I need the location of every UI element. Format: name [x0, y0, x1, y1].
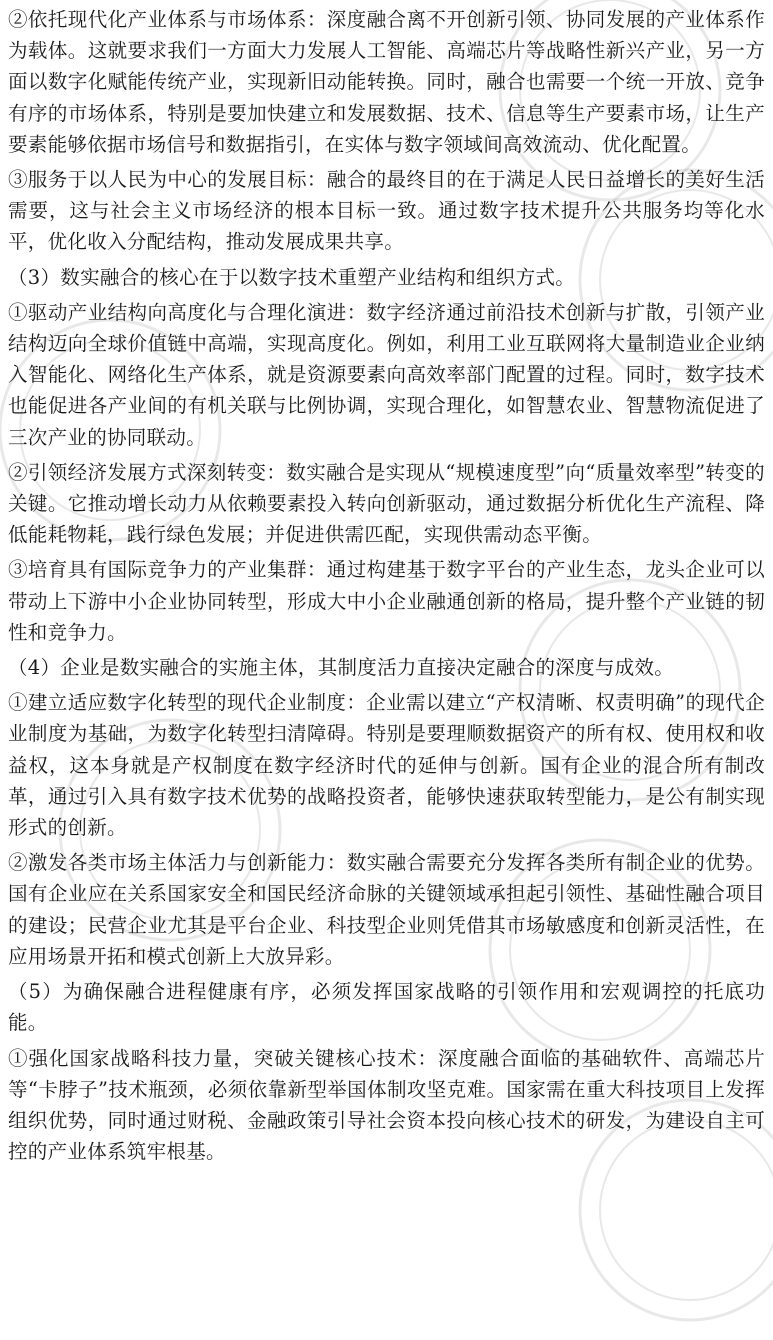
- paragraph-3-sub-2: ②引领经济发展方式深刻转变：数实融合是实现从“规模速度型”向“质量效率型”转变的关键。它推动增长动力从依赖要素投入转向创新驱动，通过数据分析优化生产流程、降低能耗物耗，践行绿色发展；并促进供需匹配，实现供需动态平衡。: [8, 460, 765, 547]
- section-heading-3: （3）数实融合的核心在于以数字技术重塑产业结构和组织方式。: [8, 265, 576, 289]
- paragraph-3-sub-3: ③培育具有国际竞争力的产业集群：通过构建基于数字平台的产业生态，龙头企业可以带动上下游中小企业协同转型，形成大中小企业融通创新的格局，提升整个产业链的韧性和竞争力。: [8, 558, 765, 644]
- section-heading-5: （5）为确保融合进程健康有序，必须发挥国家战略的引领作用和宏观调控的托底功能。: [8, 980, 765, 1035]
- paragraph-2-sub-2: ②依托现代化产业体系与市场体系：深度融合离不开创新引领、协同发展的产业体系作为载体。这就要求我们一方面大力发展人工智能、高端芯片等战略性新兴产业，另一方面以数字化赋能传统产业，实现新旧动能转换。同时，融合也需要一个统一开放、竞争有序的市场体系，特别是要加快建立和发展数据、技术、信息等生产要素市场，让生产要素能够依据市场信号和数据指引，在实体与数字领域间高效流动、优化配置。: [8, 8, 765, 156]
- paragraph-4-sub-1: ①建立适应数字化转型的现代企业制度：企业需以建立“产权清晰、权责明确”的现代企业制度为基础，为数字化转型扫清障碍。特别是要理顺数据资产的所有权、使用权和收益权，这本身就是产权制度在数字经济时代的延伸与创新。国有企业的混合所有制改革，通过引入具有数字技术优势的战略投资者，能够快速获取转型能力，是公有制实现形式的创新。: [8, 691, 765, 840]
- paragraph-3-sub-1: ①驱动产业结构向高度化与合理化演进：数字经济通过前沿技术创新与扩散，引领产业结构迈向全球价值链中高端，实现高度化。例如，利用工业互联网将大量制造业企业纳入智能化、网络化生产体系，就是资源要素向高效率部门配置的过程。同时，数字技术也能促进各产业间的有机关联与比例协调，实现合理化，如智慧农业、智慧物流促进了三次产业的协同联动。: [8, 300, 765, 449]
- paragraph-2-sub-3: ③服务于以人民为中心的发展目标：融合的最终目的在于满足人民日益增长的美好生活需要，这与社会主义市场经济的根本目标一致。通过数字技术提升公共服务均等化水平，优化收入分配结构，推动发展成果共享。: [8, 168, 765, 254]
- paragraph-5-sub-1: ①强化国家战略科技力量，突破关键核心技术：深度融合面临的基础软件、高端芯片等“卡脖子”技术瓶颈，必须依靠新型举国体制攻坚克难。国家需在重大科技项目上发挥组织优势，同时通过财税、金融政策引导社会资本投向核心技术的研发，为建设自主可控的产业体系筑牢根基。: [8, 1046, 765, 1164]
- section-heading-4: （4）企业是数实融合的实施主体，其制度活力直接决定融合的深度与成效。: [8, 656, 675, 680]
- paragraph-4-sub-2: ②激发各类市场主体活力与创新能力：数实融合需要充分发挥各类所有制企业的优势。国有企业应在关系国家安全和国民经济命脉的关键领域承担起引领性、基础性融合项目的建设；民营企业尤其是平台企业、科技型企业则凭借其市场敏感度和创新灵活性，在应用场景开拓和模式创新上大放异彩。: [8, 851, 765, 968]
- document-body: [8, 4, 765, 1171]
